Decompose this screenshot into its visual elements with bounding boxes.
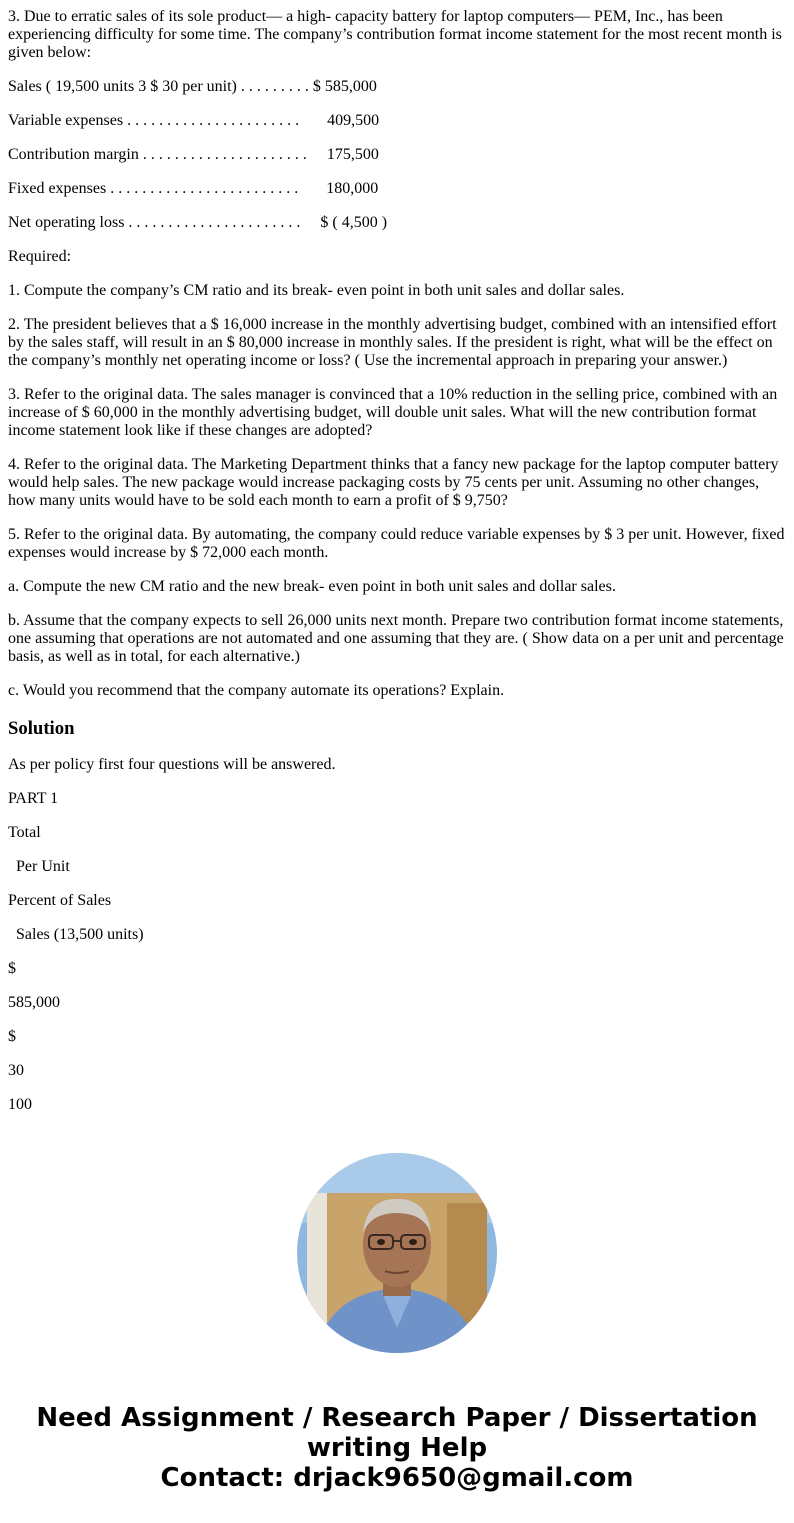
question-5c: c. Would you recommend that the company automate its operations? Explain. xyxy=(8,682,505,699)
solution-cell-per-unit: 30 xyxy=(8,1062,24,1079)
solution-cell-total-sales: 585,000 xyxy=(8,994,60,1011)
solution-cell-percent: 100 xyxy=(8,1096,32,1113)
question-5: 5. Refer to the original data. By automating, the company could reduce variable expenses by $ 3 per unit. However, fixed expenses would increase by $ 72,000 each month. xyxy=(8,526,785,561)
promo-contact: Contact: drjack9650@gmail.com xyxy=(160,1463,634,1493)
statement-contribution-margin: Contribution margin . . . . . . . . . . . . . . . . . . . . . 175,500 xyxy=(8,146,379,163)
solution-part-label: PART 1 xyxy=(8,790,59,807)
solution-col-percent: Percent of Sales xyxy=(8,892,112,909)
solution-col-per-unit: Per Unit xyxy=(16,858,70,875)
promo-line-1: Need Assignment / Research Paper / Dissertation xyxy=(36,1403,758,1433)
solution-cell-dollar-1: $ xyxy=(8,960,16,977)
statement-variable-expenses: Variable expenses . . . . . . . . . . . . . . . . . . . . . . 409,500 xyxy=(8,112,380,129)
author-avatar xyxy=(297,1153,497,1353)
required-label: Required: xyxy=(8,248,72,265)
document-content xyxy=(8,8,786,1130)
statement-sales: Sales ( 19,500 units 3 $ 30 per unit) . . . . . . . . . $ 585,000 xyxy=(8,78,377,95)
solution-cell-dollar-2: $ xyxy=(8,1028,16,1045)
question-5b: b. Assume that the company expects to sell 26,000 units next month. Prepare two contribution format income statements, one assuming that operations are not automated and one assuming that they are. ( Show data on a per unit and percentage basis, as well as in total, for each alternative.) xyxy=(8,612,784,665)
question-1: 1. Compute the company’s CM ratio and its break- even point in both unit sales and dollar sales. xyxy=(8,282,625,299)
question-4: 4. Refer to the original data. The Marketing Department thinks that a fancy new package for the laptop computer battery would help sales. The new package would increase packaging costs by 75 cents per unit. Assuming no other changes, how many units would have to be sold each month to earn a profit of $ 9,750? xyxy=(8,456,779,509)
person-photo-icon xyxy=(297,1153,497,1353)
statement-fixed-expenses: Fixed expenses . . . . . . . . . . . . . . . . . . . . . . . . 180,000 xyxy=(8,180,379,197)
promo-banner xyxy=(0,1403,794,1493)
question-5a: a. Compute the new CM ratio and the new break- even point in both unit sales and dollar sales. xyxy=(8,578,616,595)
problem-intro: 3. Due to erratic sales of its sole product— a high- capacity battery for laptop computers— PEM, Inc., has been experiencing difficulty for some time. The company’s contribution format income statement for the most recent month is given below: xyxy=(8,8,782,61)
statement-net-operating-loss: Net operating loss . . . . . . . . . . . . . . . . . . . . . . $ ( 4,500 ) xyxy=(8,214,388,231)
promo-line-2: writing Help xyxy=(306,1433,488,1463)
solution-policy: As per policy first four questions will be answered. xyxy=(8,756,336,773)
solution-row-sales: Sales (13,500 units) xyxy=(16,926,144,943)
question-3: 3. Refer to the original data. The sales manager is convinced that a 10% reduction in the selling price, combined with an increase of $ 60,000 in the monthly advertising budget, will double unit sales. What will the new contribution format income statement look like if these changes are adopted? xyxy=(8,386,778,439)
question-2: 2. The president believes that a $ 16,000 increase in the monthly advertising budget, combined with an intensified effort by the sales staff, will result in an $ 80,000 increase in monthly sales. If the president is right, what will be the effect on the company’s monthly net operating income or loss? ( Use the incremental approach in preparing your answer.) xyxy=(8,316,777,369)
solution-col-total: Total xyxy=(8,824,41,841)
solution-heading: Solution xyxy=(8,718,75,739)
